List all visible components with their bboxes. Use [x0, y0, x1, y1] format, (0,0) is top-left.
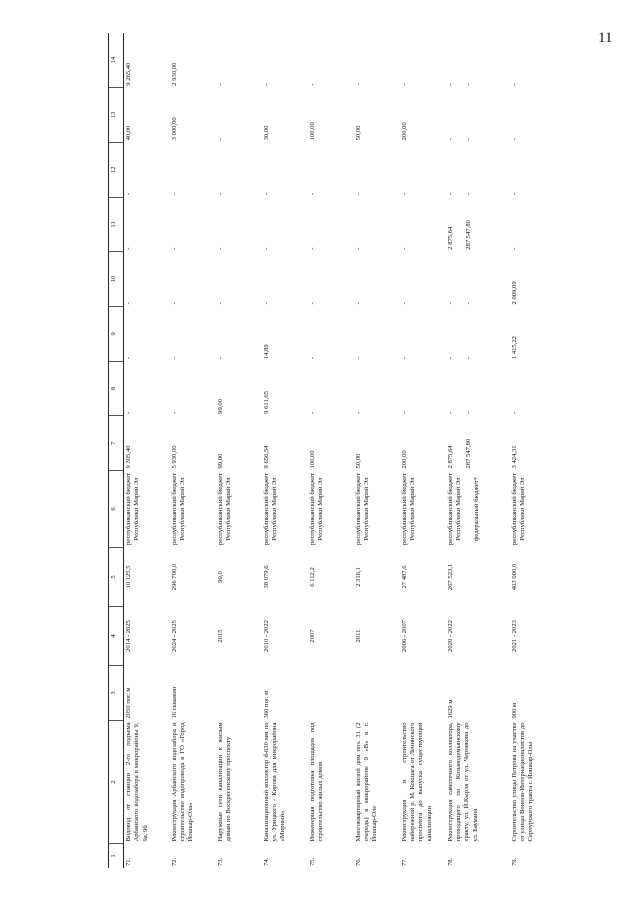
value-col-14: - — [216, 83, 224, 86]
value-col-12: - — [354, 192, 362, 196]
value-col-12: - — [216, 192, 224, 196]
period: 2024 - 2025 — [170, 620, 178, 652]
funding-source: республиканский бюджет Республики Марий Эл — [125, 472, 141, 546]
value-col-14: - — [446, 83, 454, 86]
value-col-10: - — [262, 302, 270, 305]
object-name: Наружные сети канализации к жилым домам по Воскресенскому проспекту — [216, 722, 232, 842]
value-col-10: - — [308, 302, 316, 305]
value-col-13: 100,00 — [308, 122, 316, 141]
value-col-8: - — [125, 411, 132, 414]
value-col-8-cell — [446, 361, 510, 416]
total-value: 5 930,00 — [170, 445, 178, 469]
value-col-8: - — [446, 411, 454, 414]
total-value: 100,00 — [308, 450, 316, 469]
value-col-9-cell — [446, 306, 510, 361]
header-col-6: 6 — [109, 471, 124, 548]
value-col-11: - — [216, 247, 224, 250]
period: 2020 - 2022 — [446, 620, 454, 652]
value-col-13: 3 000,00 — [170, 117, 178, 141]
object-name: Водовод от станции 2-го подъема Арбанского водозабора в микрорайоны 9, 9а, 9б — [125, 722, 149, 842]
value-col-9: - — [170, 356, 178, 360]
header-col-3: 3 — [109, 666, 124, 721]
funding-source: республиканский бюджет Республики Марий Эл — [354, 472, 370, 546]
value-col-9: 14,89 — [262, 344, 270, 360]
value-col-12: - — [308, 192, 316, 196]
value-col-10: - — [216, 302, 224, 305]
value-col-10: - — [125, 302, 132, 305]
value-col-9: - — [308, 356, 316, 360]
header-col-12: 12 — [109, 142, 124, 197]
value-col-14-cell — [446, 33, 510, 88]
header-col-1: 1 — [109, 844, 124, 869]
value-col-12-federal: - — [464, 192, 472, 196]
total-value: 99,00 — [216, 453, 224, 469]
total-value: 200,00 — [400, 450, 408, 469]
value-col-13: - — [216, 138, 224, 141]
value-col-10: 2 009,09 — [510, 281, 518, 305]
object-name: Многоквартирный жилой дом поз. 31 (2 очередь) в микрорайоне 9 «В» в г. Йошкар-Оле — [354, 722, 379, 842]
period: 2006 - 2007 — [400, 620, 408, 652]
value-col-14: - — [400, 83, 408, 86]
row-number: 74. — [262, 857, 270, 866]
value-col-11: - — [170, 247, 178, 250]
value-col-9: 1 415,22 — [510, 336, 518, 360]
object-name: Реконструкция и строительство набережной р. М. Кокшага от Ленинского проспекта до выпуска существующей канализации — [400, 722, 433, 842]
capacity: 2050 пог. м — [125, 687, 132, 719]
table-row — [262, 33, 308, 868]
value-col-13-cell — [446, 88, 510, 143]
capacity — [216, 666, 262, 721]
table-row — [446, 33, 510, 868]
value-col-12: - — [262, 192, 270, 196]
value-col-12: - — [446, 192, 454, 196]
table-row — [510, 33, 556, 868]
value-col-8-federal: - — [464, 411, 472, 414]
value-col-13: 200,00 — [400, 122, 408, 141]
value-col-14: - — [262, 83, 270, 86]
period: 2010 - 2022 — [262, 620, 270, 652]
value-col-10: - — [446, 302, 454, 305]
total-value-federal: 287 547,80 — [464, 438, 472, 469]
value-col-8: - — [400, 411, 408, 414]
value-col-12: - — [400, 192, 408, 196]
value-col-8: 9 611,65 — [262, 390, 270, 414]
capacity: 900 м — [510, 702, 518, 719]
investment-table — [108, 33, 556, 868]
capacity: 1629 м — [446, 699, 454, 719]
object-name: Реконструкция Арбанского водозабора и строительство водопровода в ГО «Город Йошкар-Ола» — [170, 722, 195, 842]
value-col-11: - — [308, 247, 316, 250]
value-col-9: - — [446, 356, 454, 360]
estimated-cost: 296 700,0 — [170, 563, 178, 591]
value-col-14: 9 265,40 — [125, 62, 132, 86]
table-row — [124, 33, 170, 868]
row-number: 76. — [354, 857, 362, 866]
period: 2011 — [354, 629, 362, 643]
header-col-2: 2 — [109, 721, 124, 844]
total-value: 9 305,40 — [125, 445, 132, 469]
total-value: 3 424,31 — [510, 445, 518, 469]
value-col-11: - — [354, 247, 362, 250]
value-col-13-federal: - — [464, 138, 472, 141]
value-col-14: - — [510, 83, 518, 86]
row-number: 72. — [170, 857, 178, 866]
header-col-4: 4 — [109, 607, 124, 666]
value-col-8: - — [170, 411, 178, 414]
rotated-table-container — [108, 33, 633, 868]
value-col-11: - — [400, 247, 408, 250]
value-col-8: - — [354, 411, 362, 414]
value-col-13: - — [446, 138, 454, 141]
value-col-11: - — [510, 247, 518, 250]
value-col-14-federal: - — [464, 83, 472, 86]
header-col-14: 14 — [109, 33, 124, 88]
value-col-11: 2 875,64 — [446, 226, 454, 250]
funding-source: республиканский бюджет Республики Марий Эл — [446, 472, 462, 546]
value-col-11: - — [262, 247, 270, 250]
header-col-5: 5 — [109, 548, 124, 607]
period: 2015 — [216, 629, 224, 643]
row-number: 78. — [446, 857, 454, 866]
value-col-9: - — [216, 356, 224, 360]
header-row — [109, 33, 124, 868]
estimated-cost: 6 112,2 — [308, 567, 316, 587]
header-col-7: 7 — [109, 416, 124, 471]
object-name: Канализационный коллектор d-630 мм по ул. Урицкого - Кирова для микрорайона «Мирный» — [262, 722, 287, 842]
row-number: 75. — [308, 857, 316, 866]
funding-source-cell — [446, 471, 510, 548]
page-number: 11 — [598, 30, 613, 46]
header-col-13: 13 — [109, 88, 124, 143]
object-name: Строительство улицы Петрова на участке от улицы Воинов-Интернационалистов до Сернурского тракта г. Йошкар-Олы — [510, 722, 535, 842]
period: 2014 - 2025 — [125, 620, 132, 652]
value-col-14: - — [354, 83, 362, 86]
value-col-9: - — [400, 356, 408, 360]
value-col-11-cell — [446, 197, 510, 252]
value-col-14: - — [308, 83, 316, 86]
capacity: 360 пог. м — [262, 690, 270, 719]
value-col-10: - — [170, 302, 178, 305]
value-col-14: 2 930,00 — [170, 62, 178, 86]
capacity — [354, 666, 400, 721]
estimated-cost: 2 316,1 — [354, 567, 362, 587]
table-row — [400, 33, 446, 868]
funding-source: республиканский бюджет Республики Марий Эл — [308, 472, 324, 546]
funding-source: республиканский бюджет Республики Марий Эл — [400, 472, 416, 546]
value-col-11: - — [125, 247, 132, 250]
row-number: 71. — [125, 857, 132, 866]
object-name: Инженерная подготовка площадок под строительство жилых домов — [308, 722, 324, 842]
value-col-12: - — [510, 192, 518, 196]
funding-source: республиканский бюджет Республики Марий Эл — [510, 472, 526, 546]
value-col-10-cell — [446, 252, 510, 307]
header-col-11: 11 — [109, 197, 124, 252]
funding-source-federal: федеральный бюджет* — [473, 477, 481, 541]
value-col-12: - — [170, 192, 178, 196]
funding-source: республиканский бюджет Республики Марий Эл — [262, 472, 278, 546]
table-row — [216, 33, 262, 868]
total-value: 9 656,54 — [262, 445, 270, 469]
capacity — [308, 666, 354, 721]
funding-source: республиканский бюджет Республики Марий Эл — [216, 472, 232, 546]
value-col-9-federal: - — [464, 356, 472, 360]
value-col-13: - — [510, 138, 518, 141]
value-col-8: - — [510, 411, 518, 414]
capacity — [400, 666, 446, 721]
object-name: Реконструкция самотечного коллектора, проходящего по Козьмодемьянскому тракту, ул. Й.Кырля от ул. Чернякова до ул. Баумана — [446, 722, 479, 842]
value-col-10-federal: - — [464, 302, 472, 305]
value-col-10: - — [400, 302, 408, 305]
estimated-cost: 99,0 — [216, 571, 224, 583]
value-col-9: - — [354, 356, 362, 360]
value-col-13: 30,00 — [262, 125, 270, 141]
period: 2007 — [308, 629, 316, 643]
value-col-8: - — [308, 411, 316, 414]
total-value-cell — [446, 416, 510, 471]
header-col-9: 9 — [109, 306, 124, 361]
total-value: 50,00 — [354, 453, 362, 469]
table-row — [354, 33, 400, 868]
value-col-13: 50,00 — [354, 125, 362, 141]
table-row — [308, 33, 354, 868]
period: 2021 - 2023 — [510, 620, 518, 652]
table-row — [170, 33, 216, 868]
header-col-8: 8 — [109, 361, 124, 416]
total-value: 2 875,64 — [446, 445, 454, 469]
estimated-cost: 267 523,1 — [446, 563, 454, 591]
row-number: 73. — [216, 857, 224, 866]
value-col-13: 40,00 — [125, 125, 132, 141]
capacity: 16 скважин — [170, 686, 178, 719]
value-col-9: - — [125, 356, 132, 360]
header-col-10: 10 — [109, 252, 124, 307]
estimated-cost: 403 000,0 — [510, 563, 518, 591]
value-col-10: - — [354, 302, 362, 305]
estimated-cost: 27 487,6 — [400, 565, 408, 589]
value-col-8: 99,00 — [216, 398, 224, 414]
estimated-cost: 10 125,5 — [125, 565, 132, 589]
funding-source: республиканский бюджет Республики Марий Эл — [170, 472, 186, 546]
estimated-cost: 38 079,6 — [262, 565, 270, 589]
row-number: 77. — [400, 857, 408, 866]
value-col-12-cell — [446, 142, 510, 197]
row-number: 79. — [510, 857, 518, 866]
value-col-11-federal: 287 547,80 — [464, 220, 472, 250]
value-col-12: - — [125, 192, 132, 196]
